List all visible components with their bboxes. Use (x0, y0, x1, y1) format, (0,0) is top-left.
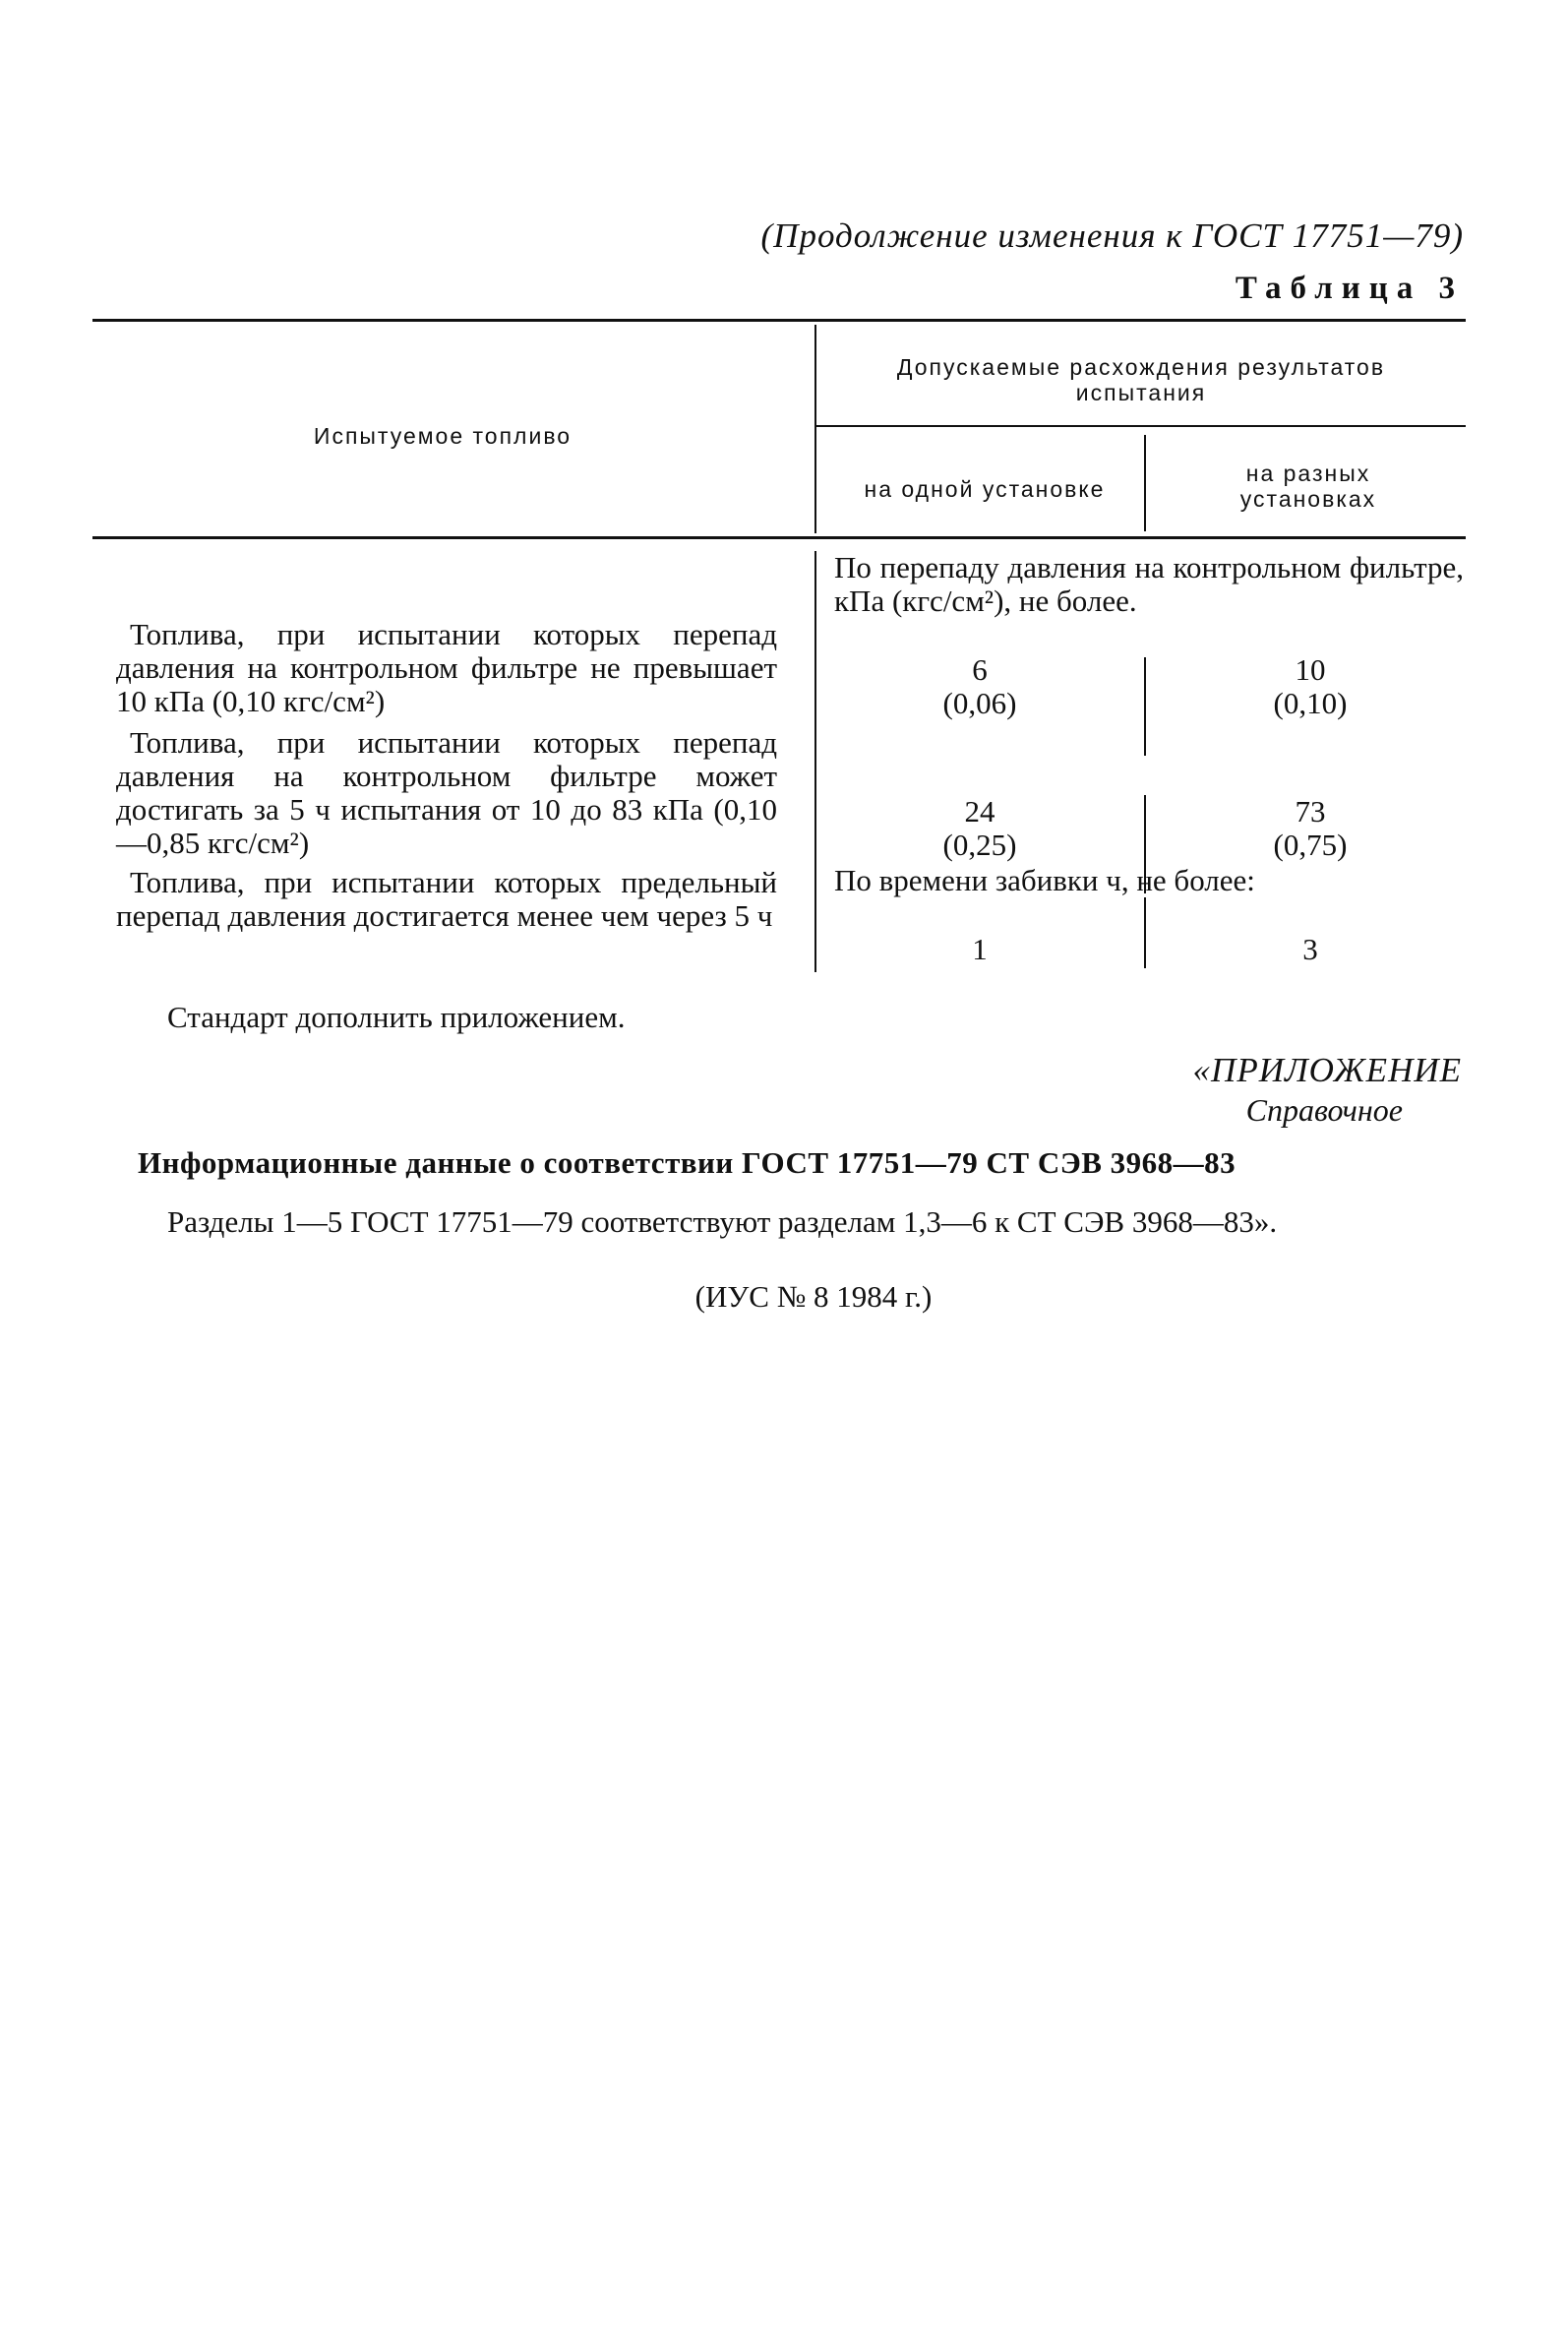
row-1-diff-value: 10 (1295, 652, 1326, 687)
fuel-column-header: Испытуемое топливо (313, 423, 573, 449)
table-body-divider-sub-1 (1144, 657, 1146, 756)
row-2-same-value: 24 (964, 794, 995, 829)
fuel-row-2-text: Топлива, при испытании которых перепад давления на контрольном фильтре может достигать за 5 ч испытания от 10 до 83 кПа (0,10—0,85 кгс/см²) (116, 725, 777, 860)
table-body-divider-main (814, 551, 816, 972)
fuel-row-3 (116, 866, 777, 933)
section-note-pressure: По перепаду давления на контрольном фильтре, кПа (кгс/см²), не более. (834, 550, 1464, 618)
row-3-same-value: 1 (972, 932, 988, 966)
row-1-same-value: 6 (972, 652, 988, 687)
row-2-diff-value-kgf: (0,75) (1273, 828, 1348, 862)
appendix-subtitle: Справочное (1245, 1092, 1403, 1128)
row-1-diff-value-kgf: (0,10) (1273, 686, 1348, 720)
fuel-row-3-text: Топлива, при испытании которых предельный перепад давления достигается менее чем через 5 ч (116, 865, 777, 933)
continuation-header: (Продолжение изменения к ГОСТ 17751—79) (760, 216, 1464, 255)
source-reference: (ИУС № 8 1984 г.) (694, 1279, 933, 1314)
table-header-divider-main (814, 325, 816, 533)
table-subheader-rule (816, 425, 1466, 427)
fuel-row-2 (116, 726, 777, 860)
fuel-row-1 (116, 618, 777, 718)
table-header-divider-sub (1144, 435, 1146, 531)
appendix-heading: Информационные данные о соответствии ГОСТ 17751—79 СТ СЭВ 3968—83 (138, 1145, 1236, 1180)
fuel-row-1-text: Топлива, при испытании которых перепад давления на контрольном фильтре не превышает 10 кПа (0,10 кгс/см²) (116, 617, 777, 718)
appendix-paragraph: Разделы 1—5 ГОСТ 17751—79 соответствуют разделам 1,3—6 к СТ СЭВ 3968—83». (167, 1204, 1278, 1239)
row-2-diff-value: 73 (1295, 794, 1326, 829)
row-2-same-value-kgf: (0,25) (942, 828, 1017, 862)
table-body-divider-sub-3 (1144, 897, 1146, 968)
table-title: Таблица 3 (1235, 271, 1464, 306)
section-note-clogging-time: По времени забивки ч, не более: (834, 863, 1255, 897)
table-top-rule (92, 319, 1466, 322)
standard-note: Стандарт дополнить приложением. (167, 1000, 626, 1034)
row-1-same-value-kgf: (0,06) (942, 686, 1017, 720)
same-installation-header: на одной установке (864, 476, 1106, 502)
discrepancy-group-header: Допускаемые расхождения результатов испытания (896, 354, 1386, 405)
different-installations-header: на разных установках (1239, 461, 1377, 512)
row-3-diff-value: 3 (1302, 932, 1318, 966)
table-header-bottom-rule (92, 536, 1466, 539)
appendix-title: «ПРИЛОЖЕНИЕ (1192, 1051, 1462, 1089)
